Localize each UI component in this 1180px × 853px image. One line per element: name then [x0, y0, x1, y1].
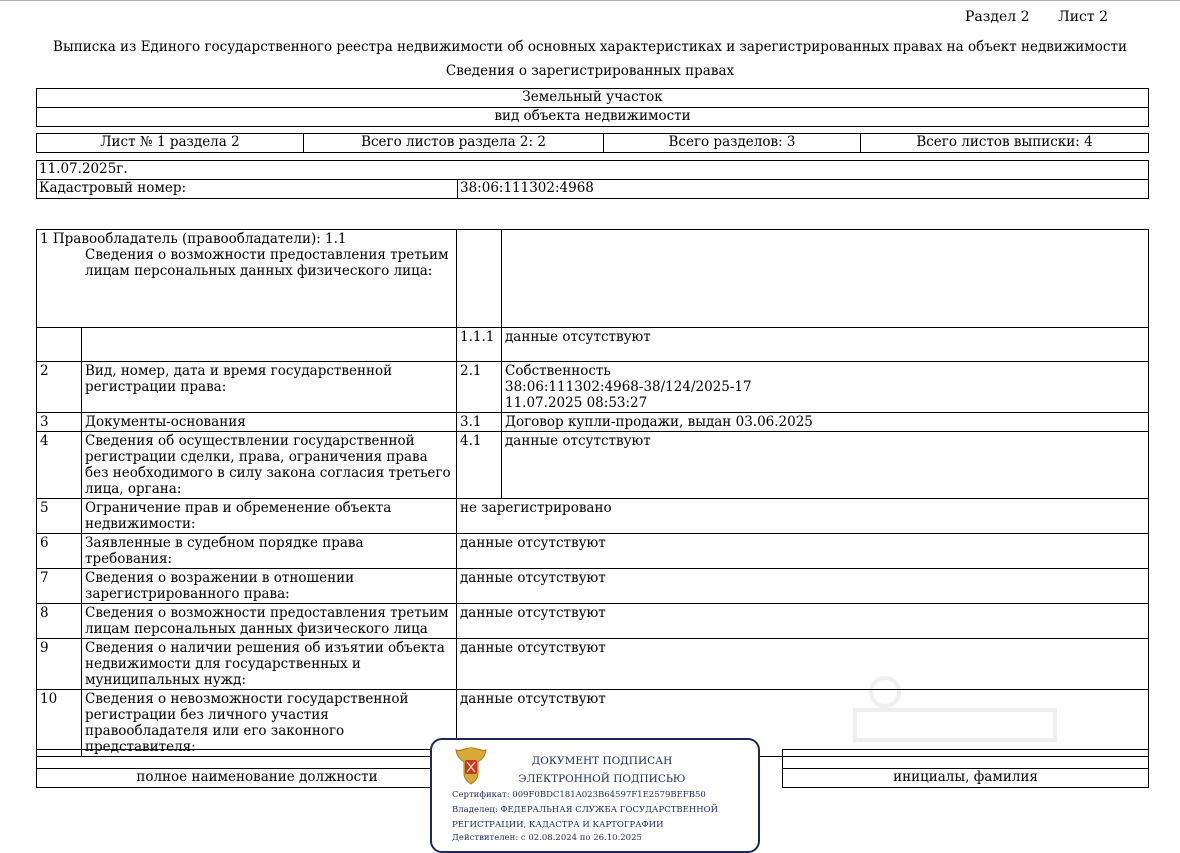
row-5-value: не зарегистрировано: [457, 499, 1149, 534]
row-6-value: данные отсутствуют: [457, 534, 1149, 569]
row-2-1-number: 2.1: [457, 362, 502, 413]
row-2-number: 2: [37, 362, 82, 413]
owner-line-1: Владелец: ФЕДЕРАЛЬНАЯ СЛУЖБА ГОСУДАРСТВЕННОЙ: [452, 805, 719, 815]
top-divider: [0, 0, 1180, 1]
watermark-logo: [845, 672, 1065, 752]
object-name: Земельный участок: [37, 89, 1149, 108]
row-4-value: данные отсутствуют: [502, 432, 1149, 499]
extract-date: 11.07.2025г.: [37, 161, 1149, 180]
stamp-line-1: ДОКУМЕНТ ПОДПИСАН: [531, 755, 673, 767]
empty-cell: [783, 750, 1149, 769]
row-9-value: данные отсутствуют: [457, 639, 1149, 690]
row-9-number: 9: [37, 639, 82, 690]
row-9-label: Сведения о наличии решения об изъятии объекта недвижимости для государственных и муниципальных нужд:: [82, 639, 457, 690]
row-7-label: Сведения о возражении в отношении зарегистрированного права:: [82, 569, 457, 604]
table-row: [37, 499, 1149, 534]
rightholder-pd-label: Сведения о возможности предоставления третьим лицам персональных данных физического лица:: [85, 247, 449, 279]
validity-period: Действителен: с 02.08.2024 по 26.10.2025: [452, 833, 642, 843]
electronic-signature-stamp: [430, 738, 760, 853]
rightholder-cell: [37, 230, 457, 328]
row-10-label: Сведения о невозможности государственной регистрации без личного участия правообладателя или его законного представителя:: [82, 690, 457, 757]
total-sections: Всего разделов: 3: [604, 134, 861, 153]
row-10-number: 10: [37, 690, 82, 757]
row-4-1-number: 4.1: [457, 432, 502, 499]
owner-line-2: РЕГИСТРАЦИИ, КАДАСТРА И КАРТОГРАФИИ: [452, 820, 664, 830]
document-subtitle: Сведения о зарегистрированных правах: [445, 63, 735, 79]
row-7-value: данные отсутствуют: [457, 569, 1149, 604]
section-label: Раздел 2: [965, 9, 1030, 25]
row-4-label: Сведения об осуществлении государственной регистрации сделки, права, ограничения права без необходимого в силу закона согласия третьего лица, органа:: [82, 432, 457, 499]
row-2-label: Вид, номер, дата и время государственной регистрации права:: [82, 362, 457, 413]
empty-cell: [457, 230, 502, 328]
total-sheets: Всего листов выписки: 4: [861, 134, 1149, 153]
row-5-label: Ограничение прав и обременение объекта недвижимости:: [82, 499, 457, 534]
stamp-line-2: ЭЛЕКТРОННОЙ ПОДПИСЬЮ: [518, 773, 686, 785]
row-3-value: Договор купли-продажи, выдан 03.06.2025: [502, 413, 1149, 432]
object-type-table: [36, 88, 1149, 127]
empty-cell: [502, 230, 1149, 328]
rightholder-title: 1 Правообладатель (правообладатели): 1.1: [40, 231, 347, 247]
position-label: полное наименование должности: [37, 769, 478, 788]
name-label: инициалы, фамилия: [783, 769, 1149, 788]
cadastral-number: 38:06:111302:4968: [458, 180, 1149, 199]
cadastral-label: Кадастровый номер:: [37, 180, 458, 199]
row-5-number: 5: [37, 499, 82, 534]
table-row: [37, 230, 1149, 328]
section-sheet-header: [965, 9, 1132, 25]
empty-cell: [82, 328, 457, 362]
table-row: [37, 413, 1149, 432]
row-6-label: Заявленные в судебном порядке права требования:: [82, 534, 457, 569]
row-3-1-number: 3.1: [457, 413, 502, 432]
row-7-number: 7: [37, 569, 82, 604]
right-type: Собственность: [505, 363, 611, 379]
row-8-label: Сведения о возможности предоставления третьим лицам персональных данных физического лица: [82, 604, 457, 639]
row-6-number: 6: [37, 534, 82, 569]
empty-cell: [37, 328, 82, 362]
table-row: [37, 569, 1149, 604]
row-10-value: данные отсутствуют: [457, 690, 1149, 757]
sheet-label: Лист 2: [1058, 9, 1108, 25]
row-3-number: 3: [37, 413, 82, 432]
table-row: [37, 534, 1149, 569]
certificate-number: Сертификат: 009F0BDC181A023B64597F1E2579BEFB50: [452, 790, 706, 800]
sheet-number: Лист № 1 раздела 2: [37, 134, 304, 153]
row-1-1-1-value: данные отсутствуют: [502, 328, 1149, 362]
row-1-1-1-number: 1.1.1: [457, 328, 502, 362]
table-row: [37, 328, 1149, 362]
table-row: [37, 362, 1149, 413]
registration-number: 38:06:111302:4968-38/124/2025-17: [505, 379, 752, 395]
table-row: [37, 432, 1149, 499]
empty-cell: [37, 750, 478, 769]
row-8-value: данные отсутствуют: [457, 604, 1149, 639]
table-row: [37, 604, 1149, 639]
sheets-table: [36, 133, 1149, 153]
row-3-label: Документы-основания: [82, 413, 457, 432]
date-cadastral-table: [36, 160, 1149, 199]
document-title: Выписка из Единого государственного реестра недвижимости об основных характеристиках и зарегистрированных правах на объект недвижимости: [53, 39, 1127, 55]
row-2-value: [502, 362, 1149, 413]
registration-datetime: 11.07.2025 08:53:27: [505, 395, 648, 411]
total-section-sheets: Всего листов раздела 2: 2: [304, 134, 604, 153]
object-kind-label: вид объекта недвижимости: [37, 108, 1149, 127]
row-8-number: 8: [37, 604, 82, 639]
coat-of-arms-icon: [452, 744, 490, 786]
row-4-number: 4: [37, 432, 82, 499]
